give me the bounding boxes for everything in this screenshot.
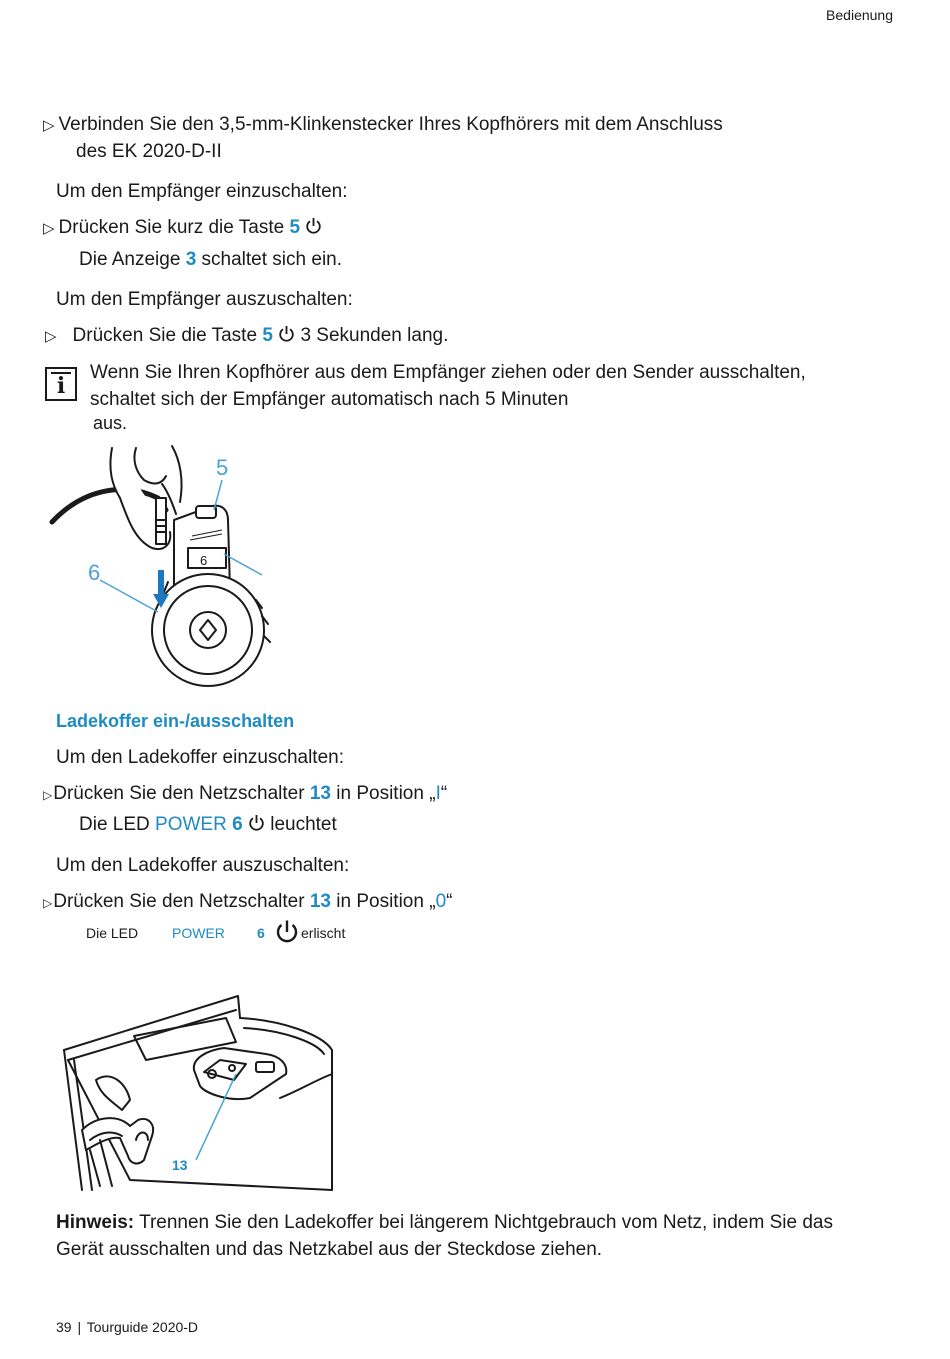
- led-prefix: Die LED: [79, 814, 150, 835]
- result-suffix: schaltet sich ein.: [201, 249, 343, 270]
- position-value: I: [435, 783, 441, 804]
- led-prefix: Die LED: [86, 925, 139, 941]
- step-connect-line2: des EK 2020-D-II: [76, 141, 222, 162]
- led-number: 6: [232, 814, 243, 835]
- power-icon: [275, 919, 299, 945]
- arrow-right-icon: ▷: [43, 788, 53, 802]
- switch-on-step: [43, 216, 322, 241]
- display-digit: 6: [200, 553, 208, 568]
- case-off-intro: Um den Ladekoffer auszuschalten:: [56, 855, 350, 876]
- hint-line2: Gerät ausschalten und das Netzkabel aus der Steckdose ziehen.: [56, 1239, 603, 1260]
- info-note-line1: Wenn Sie Ihren Kopfhörer aus dem Empfänger ziehen oder den Sender ausschalten,: [90, 362, 806, 383]
- arrow-right-icon: ▷: [45, 328, 57, 345]
- key-number: 5: [289, 217, 301, 238]
- case-on-step: [43, 782, 447, 807]
- switch-off-step-suffix: 3 Sekunden lang.: [300, 325, 449, 346]
- case-on-result: [79, 813, 337, 837]
- quote-close: “: [446, 891, 453, 912]
- info-icon-letter: i: [56, 373, 66, 399]
- led-number: 6: [257, 925, 265, 941]
- section-heading: Ladekoffer ein-/ausschalten: [56, 711, 295, 731]
- charging-case-illustration: [60, 990, 340, 1195]
- led-suffix: erlischt: [301, 925, 346, 941]
- hint-text-line1: Trennen Sie den Ladekoffer bei längerem Nichtgebrauch vom Netz, indem Sie das: [139, 1212, 833, 1233]
- position-prefix: in Position „: [336, 891, 436, 912]
- switch-number: 13: [309, 891, 331, 912]
- case-on-step-text: Drücken Sie den Netzschalter: [53, 783, 305, 804]
- info-note-line2: schaltet sich der Empfänger automatisch nach 5 Minuten: [90, 389, 569, 410]
- key-number: 5: [262, 325, 273, 346]
- case-off-step-text: Drücken Sie den Netzschalter: [53, 891, 305, 912]
- step-connect: [43, 113, 723, 138]
- page-number: 39: [56, 1319, 72, 1335]
- switch-off-intro: Um den Empfänger auszuschalten:: [56, 289, 353, 310]
- result-prefix: Die Anzeige: [79, 249, 181, 270]
- case-off-step: [43, 890, 452, 915]
- quote-close: “: [440, 783, 448, 804]
- switch-on-result: [79, 248, 342, 272]
- callout-5: 5: [216, 455, 229, 480]
- hint-label: Hinweis:: [56, 1212, 135, 1233]
- power-icon: [305, 217, 322, 235]
- power-icon: [278, 325, 295, 343]
- power-icon: [248, 814, 265, 832]
- position-prefix: in Position „: [336, 783, 436, 804]
- case-off-result: [86, 919, 345, 945]
- arrow-right-icon: ▷: [43, 117, 55, 134]
- led-name: POWER: [155, 814, 227, 835]
- position-value: 0: [435, 891, 447, 912]
- switch-on-step-text: Drücken Sie kurz die Taste: [58, 217, 285, 238]
- section-header: Bedienung: [826, 7, 893, 23]
- callout-6: 6: [88, 560, 101, 585]
- info-icon: [45, 367, 77, 401]
- info-note-line3: aus.: [93, 413, 128, 433]
- arrow-right-icon: ▷: [43, 220, 55, 237]
- hint-line1: [56, 1211, 833, 1235]
- callout-13: 13: [172, 1157, 188, 1173]
- led-suffix: leuchtet: [270, 814, 337, 835]
- switch-number: 13: [309, 783, 331, 804]
- footer-separator: |: [77, 1319, 82, 1335]
- switch-on-intro: Um den Empfänger einzuschalten:: [56, 181, 348, 202]
- footer-title: Tourguide 2020-D: [86, 1319, 199, 1335]
- step-connect-line1: Verbinden Sie den 3,5-mm-Klinkenstecker Ihres Kopfhörers mit dem Anschluss: [58, 114, 723, 135]
- arrow-right-icon: ▷: [43, 896, 53, 910]
- case-on-intro: Um den Ladekoffer einzuschalten:: [56, 747, 344, 768]
- switch-off-step-text: Drücken Sie die Taste: [72, 325, 258, 346]
- led-name: POWER: [172, 925, 225, 941]
- switch-off-step: [45, 324, 448, 349]
- display-number: 3: [185, 249, 197, 270]
- page-footer: [56, 1318, 198, 1336]
- receiver-illustration: [40, 440, 280, 665]
